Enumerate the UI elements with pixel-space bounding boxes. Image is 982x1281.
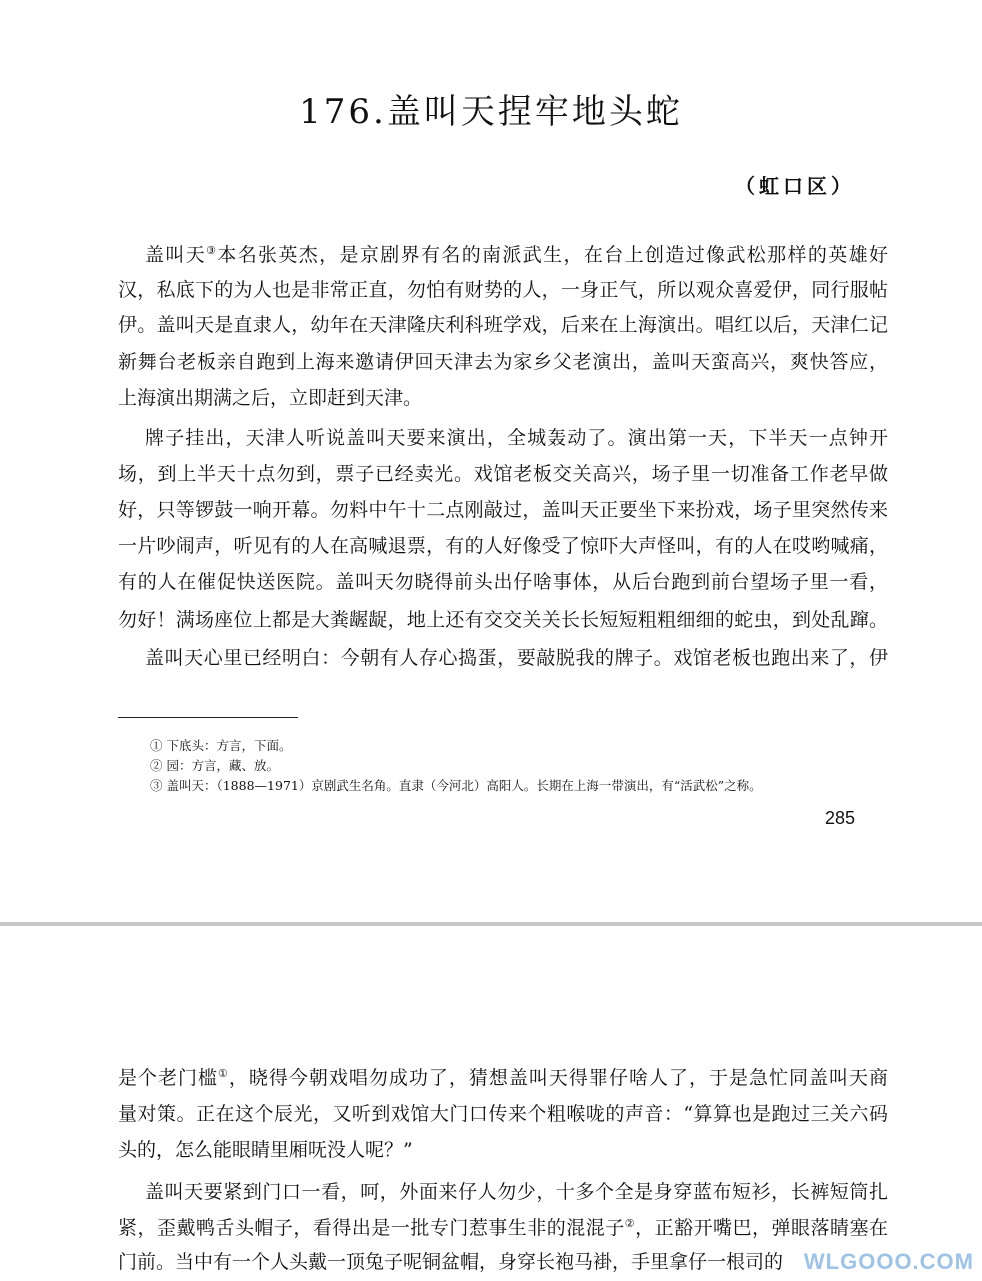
body-line: 上海演出期满之后，立即赶到天津。 — [118, 387, 423, 409]
body-line: 勿好！满场座位上都是大粪龌龊，地上还有交交关关长长短短粗粗细细的蛇虫，到处乱蹿。 — [118, 609, 888, 631]
body-line: 一片吵闹声，听见有的人在高喊退票，有的人好像受了惊吓大声怪叫，有的人在哎哟喊痛， — [118, 535, 888, 557]
body-line: 场，到上半天十点勿到，票子已经卖光。戏馆老板交关高兴，场子里一切准备工作老早做 — [118, 463, 888, 485]
footnote-divider — [118, 717, 298, 718]
body-line: 紧，歪戴鸭舌头帽子，看得出是一批专门惹事生非的混混子②，正豁开嘴巴，弹眼落睛塞在 — [118, 1217, 888, 1239]
page-286 — [0, 926, 982, 1281]
body-line: 有的人在催促快送医院。盖叫天勿晓得前头出仔啥事体，从后台跑到前台望场子里一看， — [118, 571, 888, 593]
footnote-ref[interactable]: ③ — [206, 244, 218, 257]
footnote: ③ 盖叫天：（1888—1971）京剧武生名角。直隶（今河北）高阳人。长期在上海一带演出，有“活武松”之称。 — [150, 778, 762, 793]
footnote: ① 下底头：方言，下面。 — [150, 738, 292, 753]
page-number: 285 — [825, 808, 856, 828]
story-title: 176.盖叫天捏牢地头蛇 — [299, 92, 683, 132]
body-line: 量对策。正在这个辰光，又听到戏馆大门口传来个粗喉咙的声音：“算算也是跑过三关六码 — [118, 1103, 888, 1125]
body-line: 盖叫天要紧到门口一看，呵，外面来仔人勿少，十多个全是身穿蓝布短衫，长裤短筒扎 — [145, 1181, 888, 1203]
body-line: 新舞台老板亲自跑到上海来邀请伊回天津去为家乡父老演出，盖叫天蛮高兴，爽快答应， — [118, 351, 888, 373]
body-line: 头的，怎么能眼睛里厢呒没人呢？” — [118, 1139, 413, 1161]
body-line: 盖叫天心里已经明白：今朝有人存心捣蛋，要敲脱我的牌子。戏馆老板也跑出来了，伊 — [145, 647, 888, 669]
footnote-ref[interactable]: ① — [218, 1067, 229, 1080]
footnote-ref[interactable]: ② — [624, 1217, 636, 1230]
body-line: 汉，私底下的为人也是非常正直，勿怕有财势的人，一身正气，所以观众喜爱伊，同行服帖 — [118, 279, 888, 301]
body-line: 牌子挂出，天津人听说盖叫天要来演出，全城轰动了。演出第一天，下半天一点钟开 — [145, 427, 888, 449]
body-line: 盖叫天③本名张英杰，是京剧界有名的南派武生，在台上创造过像武松那样的英雄好 — [145, 244, 888, 266]
body-line: 门前。当中有一个人头戴一顶兔子呢铜盆帽，身穿长袍马褂，手里拿仔一根司的 — [118, 1251, 784, 1273]
watermark-logo: WLGOOO.COM — [803, 1249, 974, 1274]
body-line: 伊。盖叫天是直隶人，幼年在天津隆庆利科班学戏，后来在上海演出。唱红以后，天津仁记 — [118, 314, 888, 336]
body-line: 好，只等锣鼓一响开幕。勿料中午十二点刚敲过，盖叫天正要坐下来扮戏，场子里突然传来 — [118, 499, 888, 521]
district-label: （虹口区） — [735, 174, 855, 198]
footnote: ② 园：方言，藏、放。 — [150, 758, 279, 773]
body-line: 是个老门槛①，晓得今朝戏唱勿成功了，猜想盖叫天得罪仔啥人了，于是急忙同盖叫天商 — [118, 1067, 888, 1089]
